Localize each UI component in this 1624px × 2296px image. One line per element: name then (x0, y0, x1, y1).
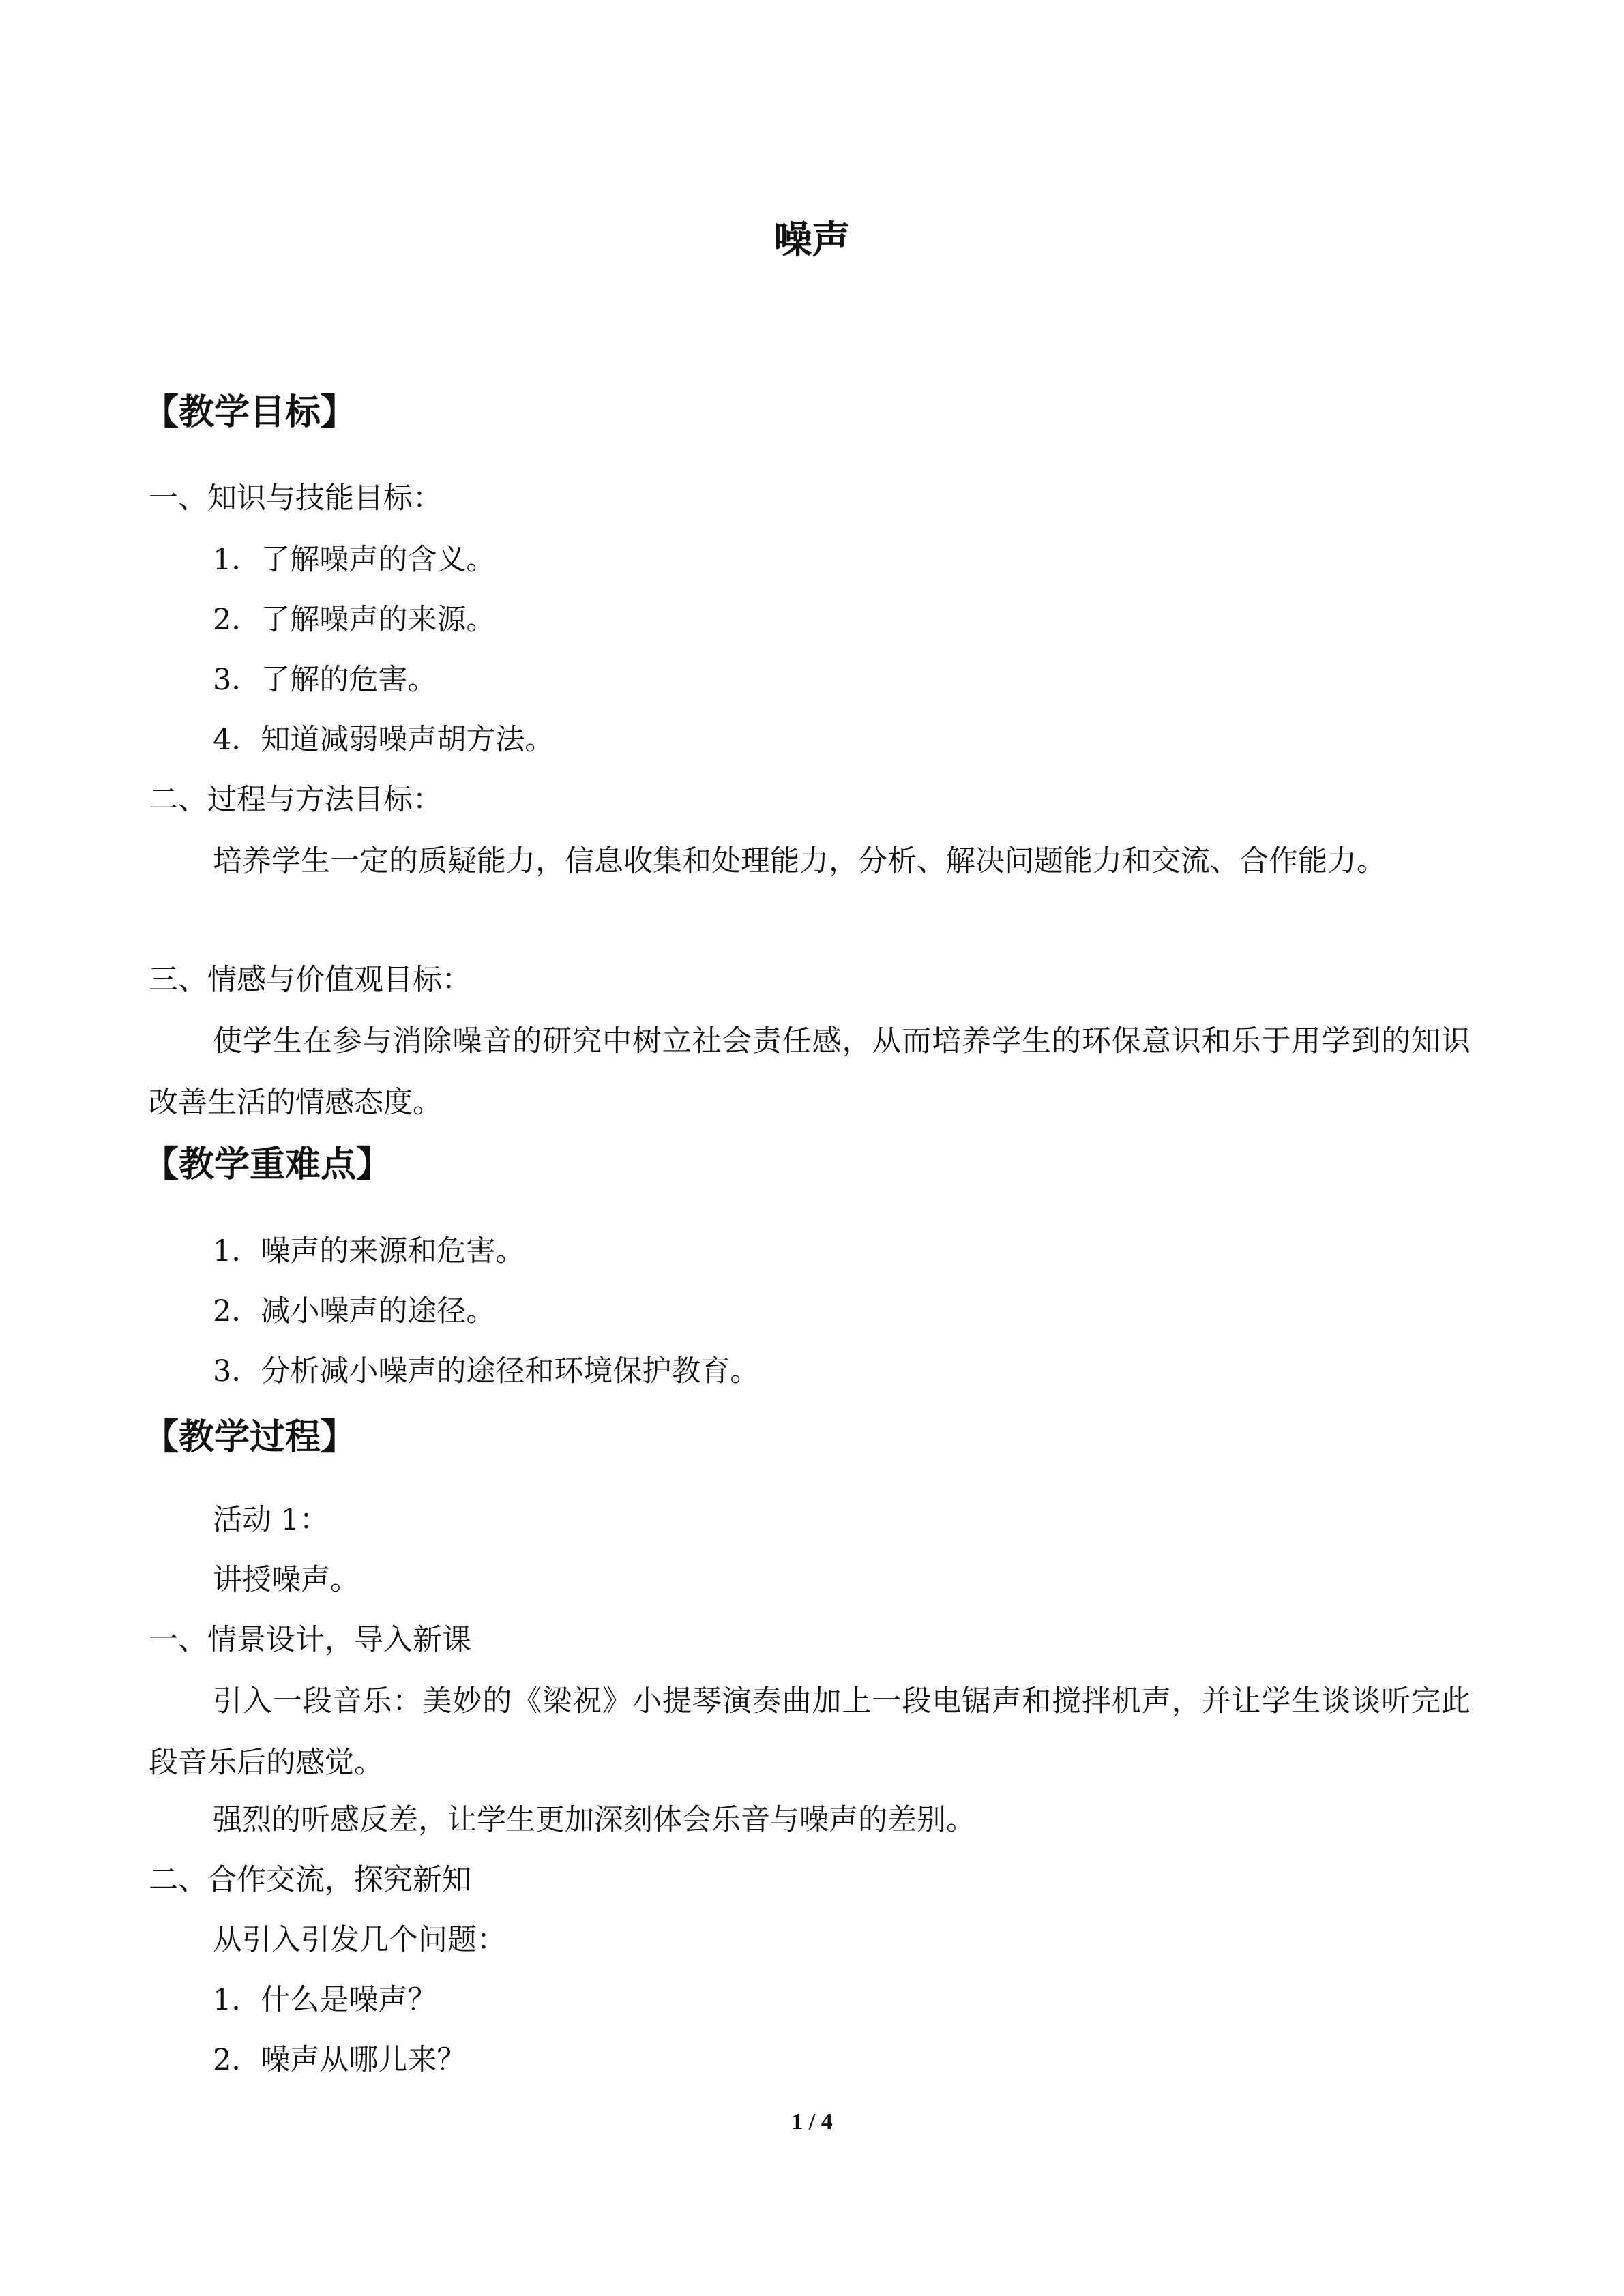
knowledge-heading: 一、知识与技能目标： (149, 481, 442, 516)
question-item: 2．噪声从哪儿来？ (213, 2043, 467, 2077)
page-title: 噪声 (773, 218, 851, 263)
process-paragraph: 培养学生一定的质疑能力，信息收集和处理能力，分析、解决问题能力和交流、合作能力。 (213, 844, 1386, 878)
section-heading-process: 【教学过程】 (143, 1417, 357, 1458)
knowledge-item: 2．了解噪声的来源。 (213, 603, 496, 637)
step1-heading: 一、情景设计，导入新课 (149, 1623, 471, 1657)
key-point-item: 3．分析减小噪声的途径和环境保护教育。 (213, 1354, 760, 1388)
key-point-item: 1．噪声的来源和危害。 (213, 1234, 525, 1268)
emotion-heading: 三、情感与价值观目标： (149, 963, 471, 997)
activity-text: 讲授噪声。 (213, 1563, 359, 1597)
knowledge-item: 1．了解噪声的含义。 (213, 543, 496, 577)
activity-label: 活动 1： (213, 1503, 329, 1537)
knowledge-item: 4．知道减弱噪声胡方法。 (213, 723, 555, 757)
section-heading-objectives: 【教学目标】 (143, 392, 357, 433)
step1-paragraph: 引入一段音乐：美妙的《梁祝》小提琴演奏曲加上一段电锯声和搅拌机声，并让学生谈谈听完此段音乐后的感觉。 (149, 1684, 1471, 1780)
section-heading-key-points: 【教学重难点】 (143, 1144, 392, 1185)
step2-heading: 二、合作交流，探究新知 (149, 1863, 471, 1897)
step2-intro: 从引入引发几个问题： (213, 1923, 506, 1957)
step1-paragraph-2: 强烈的听感反差，让学生更加深刻体会乐音与噪声的差别。 (213, 1803, 975, 1837)
key-point-item: 2．减小噪声的途径。 (213, 1294, 496, 1328)
knowledge-item: 3．了解的危害。 (213, 663, 437, 697)
page-number: 1 / 4 (791, 2109, 833, 2134)
emotion-paragraph: 使学生在参与消除噪音的研究中树立社会责任感，从而培养学生的环保意识和乐于用学到的知识改善生活的情感态度。 (149, 1024, 1471, 1120)
question-item: 1．什么是噪声？ (213, 1983, 437, 2017)
process-heading: 二、过程与方法目标： (149, 783, 442, 817)
